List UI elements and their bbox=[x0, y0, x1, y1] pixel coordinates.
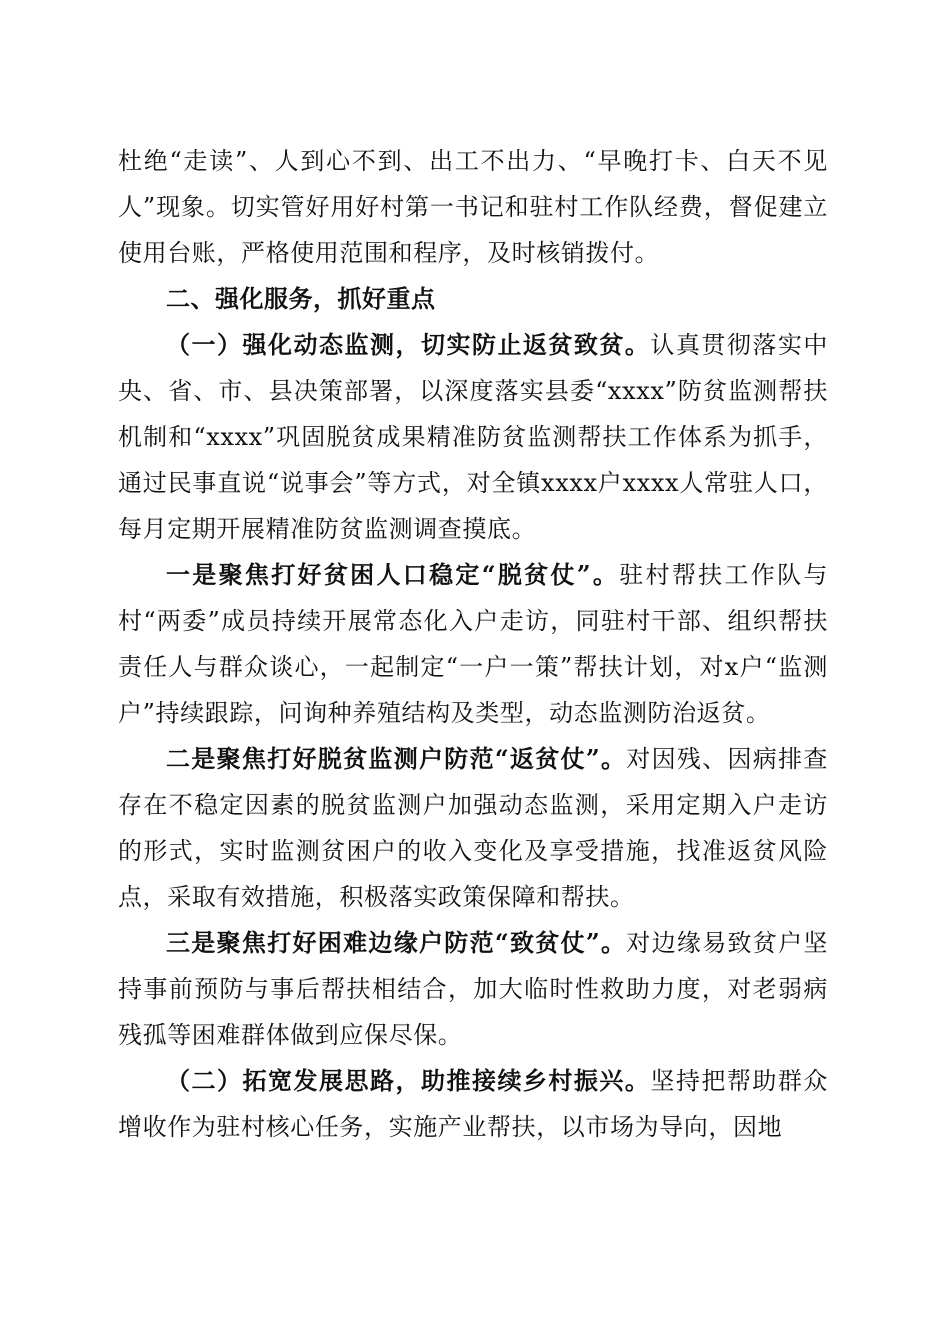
paragraph-body: 驻村帮扶工作队与村“两委”成员持续开展常态化入户走访，同驻村干部、组织帮扶责任人与群众谈心，一起制定“一户一策”帮扶计划，对x户“监测户”持续跟踪，问询种养殖结构及类型，动态监测防治返贫。 bbox=[118, 561, 828, 727]
paragraph-body: 认真贯彻落实中央、省、市、县决策部署，以深度落实县委“xxxx”防贫监测帮扶机制和“xxxx”巩固脱贫成果精准防贫监测帮扶工作体系为抓手，通过民事直说“说事会”等方式，对全镇xxxx户xxxx人常驻人口，每月定期开展精准防贫监测调查摸底。 bbox=[118, 331, 828, 543]
paragraph-lead: 一是聚焦打好贫困人口稳定“脱贫仗”。 bbox=[166, 560, 620, 589]
paragraph-point-one bbox=[118, 552, 828, 736]
paragraph-lead: （二）拓宽发展思路，助推接续乡村振兴。 bbox=[166, 1066, 651, 1095]
paragraph-point-two bbox=[118, 736, 828, 920]
paragraph-body: 坚持把帮助群众增收作为驻村核心任务，实施产业帮扶，以市场为导向，因地 bbox=[118, 1067, 828, 1141]
document-page bbox=[118, 138, 828, 1150]
paragraph-development bbox=[118, 1058, 828, 1150]
paragraph-lead: 二是聚焦打好脱贫监测户防范“返贫仗”。 bbox=[166, 744, 627, 773]
paragraph-continuation: 杜绝“走读”、人到心不到、出工不出力、“早晚打卡、白天不见人”现象。切实管好用好村第一书记和驻村工作队经费，督促建立使用台账，严格使用范围和程序，及时核销拨付。 bbox=[118, 147, 828, 267]
paragraph-lead: （一）强化动态监测，切实防止返贫致贫。 bbox=[166, 330, 651, 359]
section-heading: 二、强化服务，抓好重点 bbox=[166, 285, 436, 313]
paragraph-point-three bbox=[118, 920, 828, 1058]
paragraph-body: 对因残、因病排查存在不稳定因素的脱贫监测户加强动态监测，采用定期入户走访的形式，实时监测贫困户的收入变化及享受措施，找准返贫风险点，采取有效措施，积极落实政策保障和帮扶。 bbox=[118, 745, 828, 911]
paragraph-body: 对边缘易致贫户坚持事前预防与事后帮扶相结合，加大临时性救助力度，对老弱病残孤等困难群体做到应保尽保。 bbox=[118, 929, 828, 1049]
paragraph-lead: 三是聚焦打好困难边缘户防范“致贫仗”。 bbox=[166, 928, 627, 957]
paragraph-dynamic-monitoring bbox=[118, 322, 828, 552]
